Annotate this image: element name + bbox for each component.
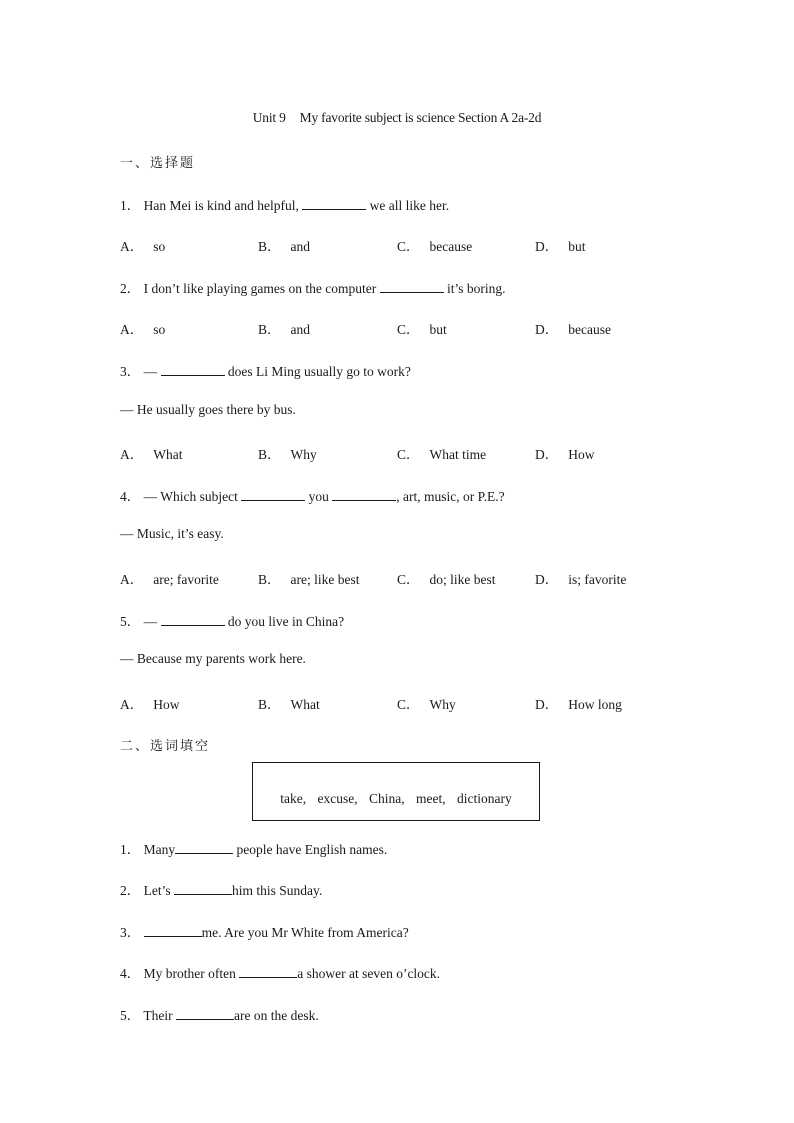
question-number: 4． bbox=[120, 489, 141, 504]
option-letter: D． bbox=[535, 239, 559, 254]
option-letter: D． bbox=[535, 572, 559, 587]
question-text-pre: — bbox=[143, 364, 161, 379]
option-a[interactable] bbox=[120, 693, 180, 713]
option-text: so bbox=[153, 239, 166, 254]
question-text-post: does Li Ming usually go to work? bbox=[224, 364, 411, 379]
option-text: because bbox=[568, 322, 611, 337]
option-text: What time bbox=[429, 447, 487, 462]
question-number: 3． bbox=[120, 364, 141, 379]
option-letter: D． bbox=[535, 322, 559, 337]
question-text-mid: you bbox=[305, 489, 333, 504]
option-text: and bbox=[290, 239, 311, 254]
option-text: do; like best bbox=[429, 572, 496, 587]
question-text-post: do you live in China? bbox=[224, 614, 345, 629]
question-text-post: , art, music, or P.E.? bbox=[396, 489, 505, 504]
fill-question-3 bbox=[120, 921, 409, 941]
option-a[interactable] bbox=[120, 235, 165, 255]
answer-blank[interactable] bbox=[161, 613, 225, 626]
question-number: 4． bbox=[120, 966, 141, 981]
option-a[interactable] bbox=[120, 318, 165, 338]
option-c[interactable] bbox=[397, 693, 456, 713]
dialogue-answer: — Music, it’s easy. bbox=[120, 526, 224, 541]
option-c[interactable] bbox=[397, 318, 447, 338]
answer-blank[interactable] bbox=[174, 882, 232, 895]
option-text: How bbox=[568, 447, 595, 462]
option-text: and bbox=[290, 322, 311, 337]
option-letter: C． bbox=[397, 322, 420, 337]
option-letter: B． bbox=[258, 697, 281, 712]
option-letter: C． bbox=[397, 239, 420, 254]
answer-blank[interactable] bbox=[332, 488, 396, 501]
option-letter: B． bbox=[258, 447, 281, 462]
question-number: 5． bbox=[120, 614, 141, 629]
fill-question-5 bbox=[120, 1004, 319, 1024]
page-title bbox=[0, 110, 794, 126]
dialogue-answer: — Because my parents work here. bbox=[120, 651, 306, 666]
option-letter: C． bbox=[397, 572, 420, 587]
option-d[interactable] bbox=[535, 318, 611, 338]
option-letter: A． bbox=[120, 447, 144, 462]
question-4 bbox=[120, 485, 505, 505]
answer-blank[interactable] bbox=[302, 197, 366, 210]
word-bank-item: dictionary bbox=[457, 791, 512, 806]
option-b[interactable] bbox=[258, 318, 310, 338]
question-text-post: me. Are you Mr White from America? bbox=[201, 925, 409, 940]
option-text: What bbox=[290, 697, 320, 712]
question-number: 3． bbox=[120, 925, 141, 940]
question-text-post: a shower at seven o’clock. bbox=[297, 966, 441, 981]
word-bank-item: excuse, bbox=[317, 791, 358, 806]
title-text: My favorite subject is science Section A 2a-2d bbox=[299, 110, 542, 125]
question-1 bbox=[120, 194, 449, 214]
section-heading-word-fill: 二、选词填空 bbox=[120, 739, 211, 754]
option-d[interactable] bbox=[535, 568, 626, 588]
word-bank-item: China, bbox=[369, 791, 405, 806]
question-number: 1． bbox=[120, 842, 141, 857]
option-text: How long bbox=[568, 697, 622, 712]
word-bank-item: meet, bbox=[416, 791, 446, 806]
option-letter: D． bbox=[535, 447, 559, 462]
option-letter: A． bbox=[120, 322, 144, 337]
word-bank-box bbox=[252, 762, 540, 821]
option-text: but bbox=[429, 322, 447, 337]
option-a[interactable] bbox=[120, 568, 219, 588]
question-text-post: him this Sunday. bbox=[232, 883, 323, 898]
question-2 bbox=[120, 277, 505, 297]
fill-question-2 bbox=[120, 879, 322, 899]
option-c[interactable] bbox=[397, 568, 496, 588]
question-text-pre: — Which subject bbox=[143, 489, 242, 504]
option-text: Why bbox=[429, 697, 456, 712]
option-letter: D． bbox=[535, 697, 559, 712]
question-text-pre: — bbox=[143, 614, 161, 629]
option-b[interactable] bbox=[258, 693, 320, 713]
question-text-pre: My brother often bbox=[143, 966, 240, 981]
fill-question-1 bbox=[120, 838, 387, 858]
question-number: 2． bbox=[120, 883, 141, 898]
question-3 bbox=[120, 360, 411, 380]
dialogue-answer: — He usually goes there by bus. bbox=[120, 402, 296, 417]
word-bank bbox=[253, 791, 539, 807]
option-d[interactable] bbox=[535, 693, 622, 713]
option-a[interactable] bbox=[120, 443, 183, 463]
option-letter: B． bbox=[258, 239, 281, 254]
option-d[interactable] bbox=[535, 235, 586, 255]
question-text-pre: Let’s bbox=[143, 883, 174, 898]
option-c[interactable] bbox=[397, 443, 486, 463]
question-number: 2． bbox=[120, 281, 141, 296]
option-text: What bbox=[153, 447, 183, 462]
question-text-post: we all like her. bbox=[366, 198, 450, 213]
answer-blank[interactable] bbox=[161, 363, 225, 376]
fill-question-4 bbox=[120, 962, 440, 982]
question-text-pre: Han Mei is kind and helpful, bbox=[143, 198, 303, 213]
question-text-post: people have English names. bbox=[233, 842, 388, 857]
option-letter: A． bbox=[120, 697, 144, 712]
option-letter: B． bbox=[258, 322, 281, 337]
word-bank-item: take, bbox=[280, 791, 307, 806]
question-5 bbox=[120, 610, 344, 630]
option-c[interactable] bbox=[397, 235, 472, 255]
answer-blank[interactable] bbox=[241, 488, 305, 501]
option-text: are; favorite bbox=[153, 572, 219, 587]
option-text: so bbox=[153, 322, 166, 337]
option-b[interactable] bbox=[258, 235, 310, 255]
question-text-pre: I don’t like playing games on the computer bbox=[143, 281, 380, 296]
option-text: but bbox=[568, 239, 586, 254]
option-b[interactable] bbox=[258, 568, 360, 588]
question-number: 1． bbox=[120, 198, 141, 213]
option-text: are; like best bbox=[290, 572, 360, 587]
question-text-pre: Many bbox=[143, 842, 176, 857]
answer-blank[interactable] bbox=[175, 841, 233, 854]
option-text: How bbox=[153, 697, 180, 712]
option-letter: C． bbox=[397, 697, 420, 712]
question-text-pre: Their bbox=[143, 1008, 177, 1023]
option-b[interactable] bbox=[258, 443, 317, 463]
option-d[interactable] bbox=[535, 443, 595, 463]
question-text-post: are on the desk. bbox=[234, 1008, 319, 1023]
option-letter: C． bbox=[397, 447, 420, 462]
answer-blank[interactable] bbox=[176, 1007, 234, 1020]
answer-blank[interactable] bbox=[380, 280, 444, 293]
answer-blank[interactable] bbox=[239, 965, 297, 978]
option-letter: A． bbox=[120, 572, 144, 587]
unit-label: Unit 9 bbox=[252, 110, 286, 125]
question-text-post: it’s boring. bbox=[443, 281, 506, 296]
option-text: because bbox=[429, 239, 473, 254]
option-letter: B． bbox=[258, 572, 281, 587]
answer-blank[interactable] bbox=[144, 924, 202, 937]
option-letter: A． bbox=[120, 239, 144, 254]
section-heading-multiple-choice: 一、选择题 bbox=[120, 156, 196, 171]
option-text: Why bbox=[290, 447, 317, 462]
question-number: 5． bbox=[120, 1008, 141, 1023]
option-text: is; favorite bbox=[568, 572, 627, 587]
